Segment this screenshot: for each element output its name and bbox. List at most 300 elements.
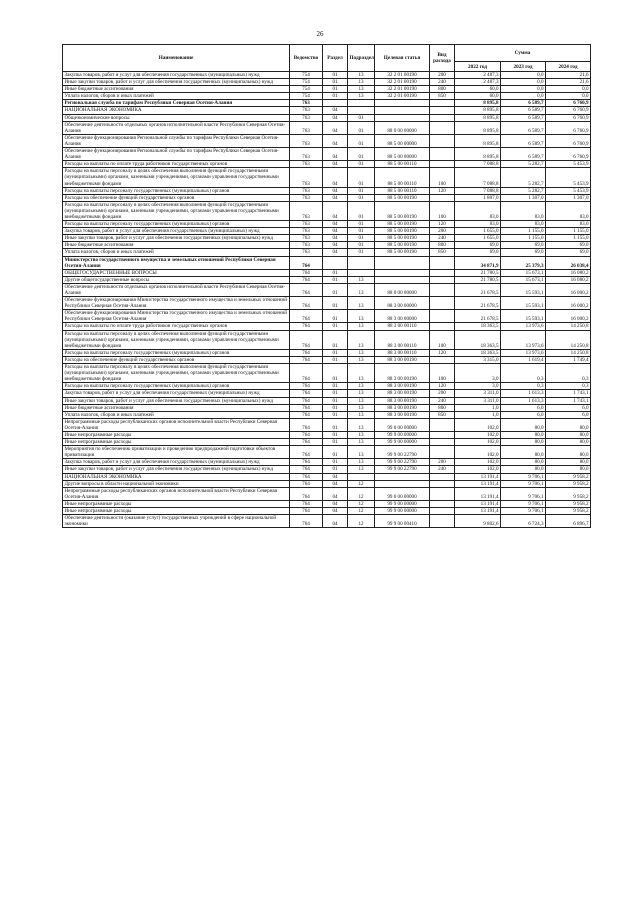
- row-sum-2023: 80,0: [501, 418, 546, 431]
- table-row: [63, 242, 591, 249]
- table-row: [63, 383, 591, 390]
- row-sum-2024: 6 760,9: [546, 121, 591, 134]
- row-target: 32 2 01 00190: [375, 72, 430, 79]
- row-sum-2023: 15 673,1: [501, 276, 546, 283]
- row-sum-2022: 13 191,4: [455, 487, 501, 500]
- row-subsection: 13: [348, 356, 375, 363]
- row-name: Иные закупки товаров, работ и услуг для обеспечения государственных (муниципальных) нужд: [63, 235, 290, 242]
- row-name: Другие общегосударственные вопросы: [63, 276, 290, 283]
- row-target: 88 3 00 00110: [375, 330, 430, 349]
- row-sum-2024: 6 896,7: [546, 515, 591, 528]
- row-sum-2022: 34 871,9: [455, 256, 501, 269]
- row-target: 88 3 00 00190: [375, 390, 430, 397]
- row-sum-2023: 0,0: [501, 72, 546, 79]
- row-section: 04: [323, 508, 348, 515]
- table-row: [63, 228, 591, 235]
- row-sum-2024: 14 250,8: [546, 323, 591, 330]
- row-dept: 763: [290, 249, 323, 256]
- row-section: 04: [323, 228, 348, 235]
- row-sum-2024: 80,0: [546, 466, 591, 473]
- row-subsection: 13: [348, 349, 375, 356]
- row-sum-2023: 9 706,1: [501, 508, 546, 515]
- row-subsection: 12: [348, 515, 375, 528]
- row-subsection: 01: [348, 194, 375, 201]
- row-name: Региональная служба по тарифам Республики Северная Осетия-Алания: [63, 100, 290, 107]
- row-subsection: 13: [348, 86, 375, 93]
- row-target: [375, 269, 430, 276]
- row-sum-2024: 0,3: [546, 383, 591, 390]
- row-sum-2022: 13 191,4: [455, 473, 501, 480]
- row-type: 100: [430, 330, 455, 349]
- row-sum-2024: 5 453,9: [546, 161, 591, 168]
- table-row: [63, 397, 591, 404]
- row-sum-2023: 83,0: [501, 201, 546, 220]
- row-type: [430, 439, 455, 446]
- row-dept: 764: [290, 515, 323, 528]
- row-dept: 763: [290, 187, 323, 194]
- row-sum-2023: 9 706,1: [501, 473, 546, 480]
- header-type: Вид расхода: [430, 45, 455, 72]
- row-name: Закупка товаров, работ и услуг для обеспечения государственных (муниципальных) нужд: [63, 390, 290, 397]
- row-sum-2022: 9 802,6: [455, 515, 501, 528]
- row-section: 01: [323, 269, 348, 276]
- table-row: [63, 356, 591, 363]
- row-section: 04: [323, 114, 348, 121]
- row-sum-2022: 3 315,0: [455, 356, 501, 363]
- row-name: Расходы на выплаты персоналу в целях обеспечения выполнения функций государственными (муниципальными) органами, казенными учреждениями, органами управления государственными внебюджетными фондами: [63, 201, 290, 220]
- row-type: 120: [430, 383, 455, 390]
- row-section: 01: [323, 310, 348, 323]
- row-name: Общеэкономические вопросы: [63, 114, 290, 121]
- row-subsection: 13: [348, 276, 375, 283]
- row-sum-2022: 3,0: [455, 364, 501, 383]
- row-sum-2023: 15 593,1: [501, 283, 546, 296]
- row-type: 800: [430, 242, 455, 249]
- row-dept: 764: [290, 404, 323, 411]
- row-target: 88 0 00 00000: [375, 121, 430, 134]
- row-subsection: 13: [348, 390, 375, 397]
- table-row: [63, 500, 591, 507]
- row-subsection: 13: [348, 404, 375, 411]
- row-sum-2022: 8 895,8: [455, 148, 501, 161]
- row-sum-2024: 9 958,2: [546, 508, 591, 515]
- row-subsection: 01: [348, 221, 375, 228]
- table-row: [63, 446, 591, 459]
- table-row: [63, 100, 591, 107]
- table-row: [63, 487, 591, 500]
- row-subsection: 12: [348, 487, 375, 500]
- row-sum-2022: 102,0: [455, 418, 501, 431]
- row-name: Иные закупки товаров, работ и услуг для обеспечения государственных (муниципальных) нужд: [63, 79, 290, 86]
- row-section: 04: [323, 515, 348, 528]
- row-subsection: 01: [348, 168, 375, 187]
- table-row: [63, 330, 591, 349]
- row-subsection: 13: [348, 323, 375, 330]
- row-sum-2024: 1 749,4: [546, 356, 591, 363]
- table-header: [63, 45, 591, 72]
- row-section: [323, 256, 348, 269]
- row-type: 800: [430, 86, 455, 93]
- header-target: Целевая статья: [375, 45, 430, 72]
- row-target: 88 5 00 00000: [375, 148, 430, 161]
- table-row: [63, 515, 591, 528]
- row-sum-2024: 14 250,8: [546, 330, 591, 349]
- row-type: [430, 487, 455, 500]
- row-subsection: 01: [348, 134, 375, 147]
- row-section: 04: [323, 168, 348, 187]
- row-subsection: [348, 473, 375, 480]
- row-sum-2022: 21 780,5: [455, 276, 501, 283]
- row-dept: 763: [290, 114, 323, 121]
- row-sum-2022: 2 487,3: [455, 72, 501, 79]
- row-name: Обеспечение деятельности (оказание услуг) государственных учреждений в сфере национальной экономики: [63, 515, 290, 528]
- row-sum-2024: 26 038,4: [546, 256, 591, 269]
- row-sum-2022: 83,0: [455, 221, 501, 228]
- table-row: [63, 187, 591, 194]
- table-row: [63, 390, 591, 397]
- row-name: Мероприятия по обеспечению приватизации и проведению предпродажной подготовки объектов приватизации: [63, 446, 290, 459]
- row-sum-2023: 6,0: [501, 411, 546, 418]
- table-row: [63, 297, 591, 310]
- row-dept: 764: [290, 473, 323, 480]
- row-name: Иные непрограммные расходы: [63, 431, 290, 438]
- row-dept: 764: [290, 466, 323, 473]
- row-sum-2023: 6 589,7: [501, 134, 546, 147]
- row-sum-2022: 3,0: [455, 383, 501, 390]
- row-name: Расходы на выплаты персоналу государственных (муниципальных) органов: [63, 187, 290, 194]
- row-sum-2023: 6 589,7: [501, 107, 546, 114]
- table-row: [63, 269, 591, 276]
- row-sum-2023: 15 593,1: [501, 310, 546, 323]
- row-type: 200: [430, 390, 455, 397]
- row-name: Обеспечение функционирования Региональной службы по тарифам Республики Северная Осетия-Алания: [63, 134, 290, 147]
- row-type: 200: [430, 72, 455, 79]
- row-dept: 754: [290, 86, 323, 93]
- row-name: Обеспечение деятельности отдельных органов исполнительной власти Республики Северная Осетия-Алания: [63, 121, 290, 134]
- row-sum-2023: 5 282,7: [501, 161, 546, 168]
- row-subsection: 13: [348, 383, 375, 390]
- row-sum-2024: 6 760,9: [546, 148, 591, 161]
- row-name: Расходы на выплаты по оплате труда работников государственных органов: [63, 161, 290, 168]
- row-sum-2024: 1 743,1: [546, 390, 591, 397]
- row-dept: 764: [290, 283, 323, 296]
- row-sum-2022: 8 895,8: [455, 100, 501, 107]
- row-sum-2023: 1 619,4: [501, 356, 546, 363]
- row-subsection: 13: [348, 411, 375, 418]
- row-dept: 764: [290, 383, 323, 390]
- table-body: [63, 72, 591, 528]
- row-section: 04: [323, 500, 348, 507]
- header-2022: 2022 год: [455, 62, 501, 72]
- row-target: 88 5 00 00190: [375, 235, 430, 242]
- table-row: [63, 283, 591, 296]
- row-type: [430, 500, 455, 507]
- row-subsection: 13: [348, 466, 375, 473]
- row-name: Иные закупки товаров, работ и услуг для обеспечения государственных (муниципальных) нужд: [63, 397, 290, 404]
- table-row: [63, 235, 591, 242]
- row-subsection: 13: [348, 310, 375, 323]
- row-section: 01: [323, 297, 348, 310]
- row-target: 88 5 00 00110: [375, 161, 430, 168]
- row-sum-2022: 102,0: [455, 459, 501, 466]
- row-section: 04: [323, 480, 348, 487]
- row-section: 04: [323, 201, 348, 220]
- row-sum-2023: 0,0: [501, 79, 546, 86]
- row-subsection: 13: [348, 439, 375, 446]
- row-sum-2022: 21 780,5: [455, 269, 501, 276]
- row-dept: 764: [290, 390, 323, 397]
- row-sum-2022: 83,0: [455, 201, 501, 220]
- row-subsection: 01: [348, 161, 375, 168]
- row-type: [430, 121, 455, 134]
- row-target: 99 9 00 00000: [375, 508, 430, 515]
- row-sum-2024: 83,0: [546, 201, 591, 220]
- row-dept: 764: [290, 276, 323, 283]
- row-type: [430, 508, 455, 515]
- row-name: Закупка товаров, работ и услуг для обеспечения государственных (муниципальных) нужд: [63, 228, 290, 235]
- row-subsection: 01: [348, 187, 375, 194]
- row-sum-2023: 69,0: [501, 242, 546, 249]
- row-type: [430, 161, 455, 168]
- row-dept: 763: [290, 121, 323, 134]
- row-target: 99 9 00 00410: [375, 515, 430, 528]
- row-dept: 764: [290, 431, 323, 438]
- table-row: [63, 431, 591, 438]
- row-section: 01: [323, 323, 348, 330]
- row-sum-2022: 8 895,8: [455, 107, 501, 114]
- row-sum-2022: 1 655,0: [455, 235, 501, 242]
- table-row: [63, 473, 591, 480]
- row-sum-2023: 1 155,0: [501, 228, 546, 235]
- row-target: 88 5 00 00110: [375, 187, 430, 194]
- row-subsection: 12: [348, 500, 375, 507]
- row-target: 32 2 01 00190: [375, 93, 430, 100]
- row-dept: 764: [290, 411, 323, 418]
- row-target: 88 3 00 00110: [375, 323, 430, 330]
- row-target: 99 9 00 00000: [375, 500, 430, 507]
- row-name: Расходы на выплаты персоналу государственных (муниципальных) органов: [63, 383, 290, 390]
- table-row: [63, 418, 591, 431]
- row-subsection: 01: [348, 121, 375, 134]
- row-sum-2022: 69,0: [455, 249, 501, 256]
- row-sum-2022: 13 191,4: [455, 508, 501, 515]
- row-dept: 763: [290, 148, 323, 161]
- row-type: [430, 473, 455, 480]
- row-sum-2024: 9 958,2: [546, 473, 591, 480]
- row-target: 32 2 01 00190: [375, 86, 430, 93]
- row-name: Уплата налогов, сборов и иных платежей: [63, 249, 290, 256]
- row-name: Расходы на выплаты персоналу государственных (муниципальных) органов: [63, 221, 290, 228]
- row-sum-2024: 5 453,9: [546, 187, 591, 194]
- row-name: Уплата налогов, сборов и иных платежей: [63, 411, 290, 418]
- row-type: 240: [430, 397, 455, 404]
- budget-table: [62, 44, 591, 528]
- row-target: 88 3 00 00190: [375, 364, 430, 383]
- row-sum-2024: 80,0: [546, 439, 591, 446]
- table-row: [63, 86, 591, 93]
- row-sum-2024: 16 000,2: [546, 283, 591, 296]
- row-subsection: 13: [348, 431, 375, 438]
- row-section: 04: [323, 487, 348, 500]
- row-sum-2023: 80,0: [501, 466, 546, 473]
- row-target: 88 5 00 00000: [375, 134, 430, 147]
- row-target: 99 9 00 22790: [375, 446, 430, 459]
- row-type: 850: [430, 249, 455, 256]
- row-dept: 764: [290, 480, 323, 487]
- row-type: 200: [430, 228, 455, 235]
- row-type: [430, 356, 455, 363]
- row-sum-2024: 80,0: [546, 459, 591, 466]
- row-sum-2023: 1 613,3: [501, 397, 546, 404]
- row-target: 88 0 00 00000: [375, 283, 430, 296]
- row-subsection: 13: [348, 297, 375, 310]
- row-section: 04: [323, 249, 348, 256]
- row-section: 01: [323, 72, 348, 79]
- table-row: [63, 72, 591, 79]
- row-type: [430, 256, 455, 269]
- row-dept: 764: [290, 508, 323, 515]
- row-sum-2024: 6,0: [546, 411, 591, 418]
- row-type: [430, 283, 455, 296]
- row-subsection: 13: [348, 446, 375, 459]
- header-subsection: Подраздел: [348, 45, 375, 72]
- row-type: 100: [430, 168, 455, 187]
- row-type: 240: [430, 235, 455, 242]
- row-subsection: 13: [348, 418, 375, 431]
- table-row: [63, 480, 591, 487]
- row-sum-2024: 0,0: [546, 93, 591, 100]
- table-row: [63, 466, 591, 473]
- row-name: Обеспечение деятельности отдельных органов исполнительной власти Республики Северная Осетия-Алания: [63, 283, 290, 296]
- row-sum-2024: 16 000,2: [546, 297, 591, 310]
- row-dept: 764: [290, 439, 323, 446]
- row-name: Непрограммные расходы республиканских органов исполнительной власти Республики Северная Осетия-Алания: [63, 418, 290, 431]
- row-sum-2023: 25 379,3: [501, 256, 546, 269]
- row-name: Расходы на выплаты по оплате труда работников государственных органов: [63, 323, 290, 330]
- row-type: [430, 310, 455, 323]
- row-sum-2024: 6 760,9: [546, 134, 591, 147]
- table-row: [63, 161, 591, 168]
- row-sum-2023: 13 973,6: [501, 349, 546, 356]
- row-sum-2024: 80,0: [546, 418, 591, 431]
- row-target: 88 5 00 00110: [375, 168, 430, 187]
- row-sum-2023: 13 973,6: [501, 330, 546, 349]
- row-sum-2023: 0,0: [501, 86, 546, 93]
- row-section: 01: [323, 86, 348, 93]
- table-row: [63, 114, 591, 121]
- row-target: [375, 473, 430, 480]
- row-name: Иные бюджетные ассигнования: [63, 242, 290, 249]
- row-name: Обеспечение функционирования Министерства государственного имущества и земельных отношений Республики Северная Осетия-Алания: [63, 310, 290, 323]
- row-subsection: 13: [348, 330, 375, 349]
- row-sum-2024: 9 958,2: [546, 487, 591, 500]
- row-sum-2023: 1 307,0: [501, 194, 546, 201]
- table-row: [63, 168, 591, 187]
- row-section: 01: [323, 79, 348, 86]
- row-name: Обеспечение функционирования Региональной службы по тарифам Республики Северная Осетия-Алания: [63, 148, 290, 161]
- row-sum-2024: 5 453,9: [546, 168, 591, 187]
- row-sum-2023: 80,0: [501, 439, 546, 446]
- row-type: [430, 323, 455, 330]
- row-type: [430, 418, 455, 431]
- row-type: [430, 297, 455, 310]
- row-sum-2022: 7 088,8: [455, 161, 501, 168]
- row-type: 120: [430, 349, 455, 356]
- row-type: [430, 446, 455, 459]
- row-dept: 764: [290, 459, 323, 466]
- row-target: 88 5 00 00190: [375, 221, 430, 228]
- row-target: 88 3 00 00110: [375, 349, 430, 356]
- row-subsection: 01: [348, 114, 375, 121]
- row-dept: 754: [290, 72, 323, 79]
- row-subsection: 01: [348, 235, 375, 242]
- row-section: 01: [323, 411, 348, 418]
- row-sum-2022: 102,0: [455, 466, 501, 473]
- row-dept: 764: [290, 269, 323, 276]
- row-dept: 764: [290, 310, 323, 323]
- row-section: 01: [323, 466, 348, 473]
- header-2023: 2023 год: [501, 62, 546, 72]
- row-type: 200: [430, 459, 455, 466]
- row-sum-2024: 83,0: [546, 221, 591, 228]
- row-subsection: 01: [348, 249, 375, 256]
- row-name: Непрограммные расходы республиканских органов исполнительной власти Республики Северная Осетия-Алания: [63, 487, 290, 500]
- row-sum-2022: 1,0: [455, 404, 501, 411]
- row-target: [375, 107, 430, 114]
- row-name: Расходы на выплаты персоналу государственных (муниципальных) органов: [63, 349, 290, 356]
- row-section: 04: [323, 194, 348, 201]
- row-target: 99 9 00 00000: [375, 431, 430, 438]
- row-dept: 764: [290, 323, 323, 330]
- row-sum-2024: 9 958,2: [546, 500, 591, 507]
- table-row: [63, 364, 591, 383]
- row-name: НАЦИОНАЛЬНАЯ ЭКОНОМИКА: [63, 107, 290, 114]
- page-number: 26: [316, 30, 324, 38]
- row-sum-2022: 18 363,5: [455, 330, 501, 349]
- row-section: 04: [323, 242, 348, 249]
- row-dept: 763: [290, 100, 323, 107]
- row-sum-2024: 6 760,9: [546, 100, 591, 107]
- row-dept: 763: [290, 134, 323, 147]
- row-sum-2024: 1 307,0: [546, 194, 591, 201]
- row-sum-2024: 0,3: [546, 364, 591, 383]
- table-row: [63, 194, 591, 201]
- row-sum-2023: 80,0: [501, 446, 546, 459]
- row-sum-2023: 5 282,7: [501, 168, 546, 187]
- row-sum-2024: 1 155,0: [546, 235, 591, 242]
- row-sum-2024: 21,6: [546, 79, 591, 86]
- row-subsection: 01: [348, 201, 375, 220]
- row-sum-2024: 9 958,2: [546, 480, 591, 487]
- row-target: 88 3 00 00000: [375, 297, 430, 310]
- row-sum-2022: 3 311,0: [455, 390, 501, 397]
- row-sum-2023: 0,0: [501, 93, 546, 100]
- row-sum-2022: 18 363,5: [455, 323, 501, 330]
- row-sum-2023: 13 973,6: [501, 323, 546, 330]
- table-row: [63, 411, 591, 418]
- row-sum-2024: 1 743,1: [546, 397, 591, 404]
- table-row: [63, 256, 591, 269]
- row-dept: 763: [290, 194, 323, 201]
- row-sum-2024: 6 760,9: [546, 114, 591, 121]
- row-sum-2023: 80,0: [501, 431, 546, 438]
- row-subsection: 13: [348, 79, 375, 86]
- row-target: [375, 256, 430, 269]
- row-dept: 764: [290, 418, 323, 431]
- row-dept: 764: [290, 256, 323, 269]
- header-dept: Ведомство: [290, 45, 323, 72]
- row-dept: 763: [290, 201, 323, 220]
